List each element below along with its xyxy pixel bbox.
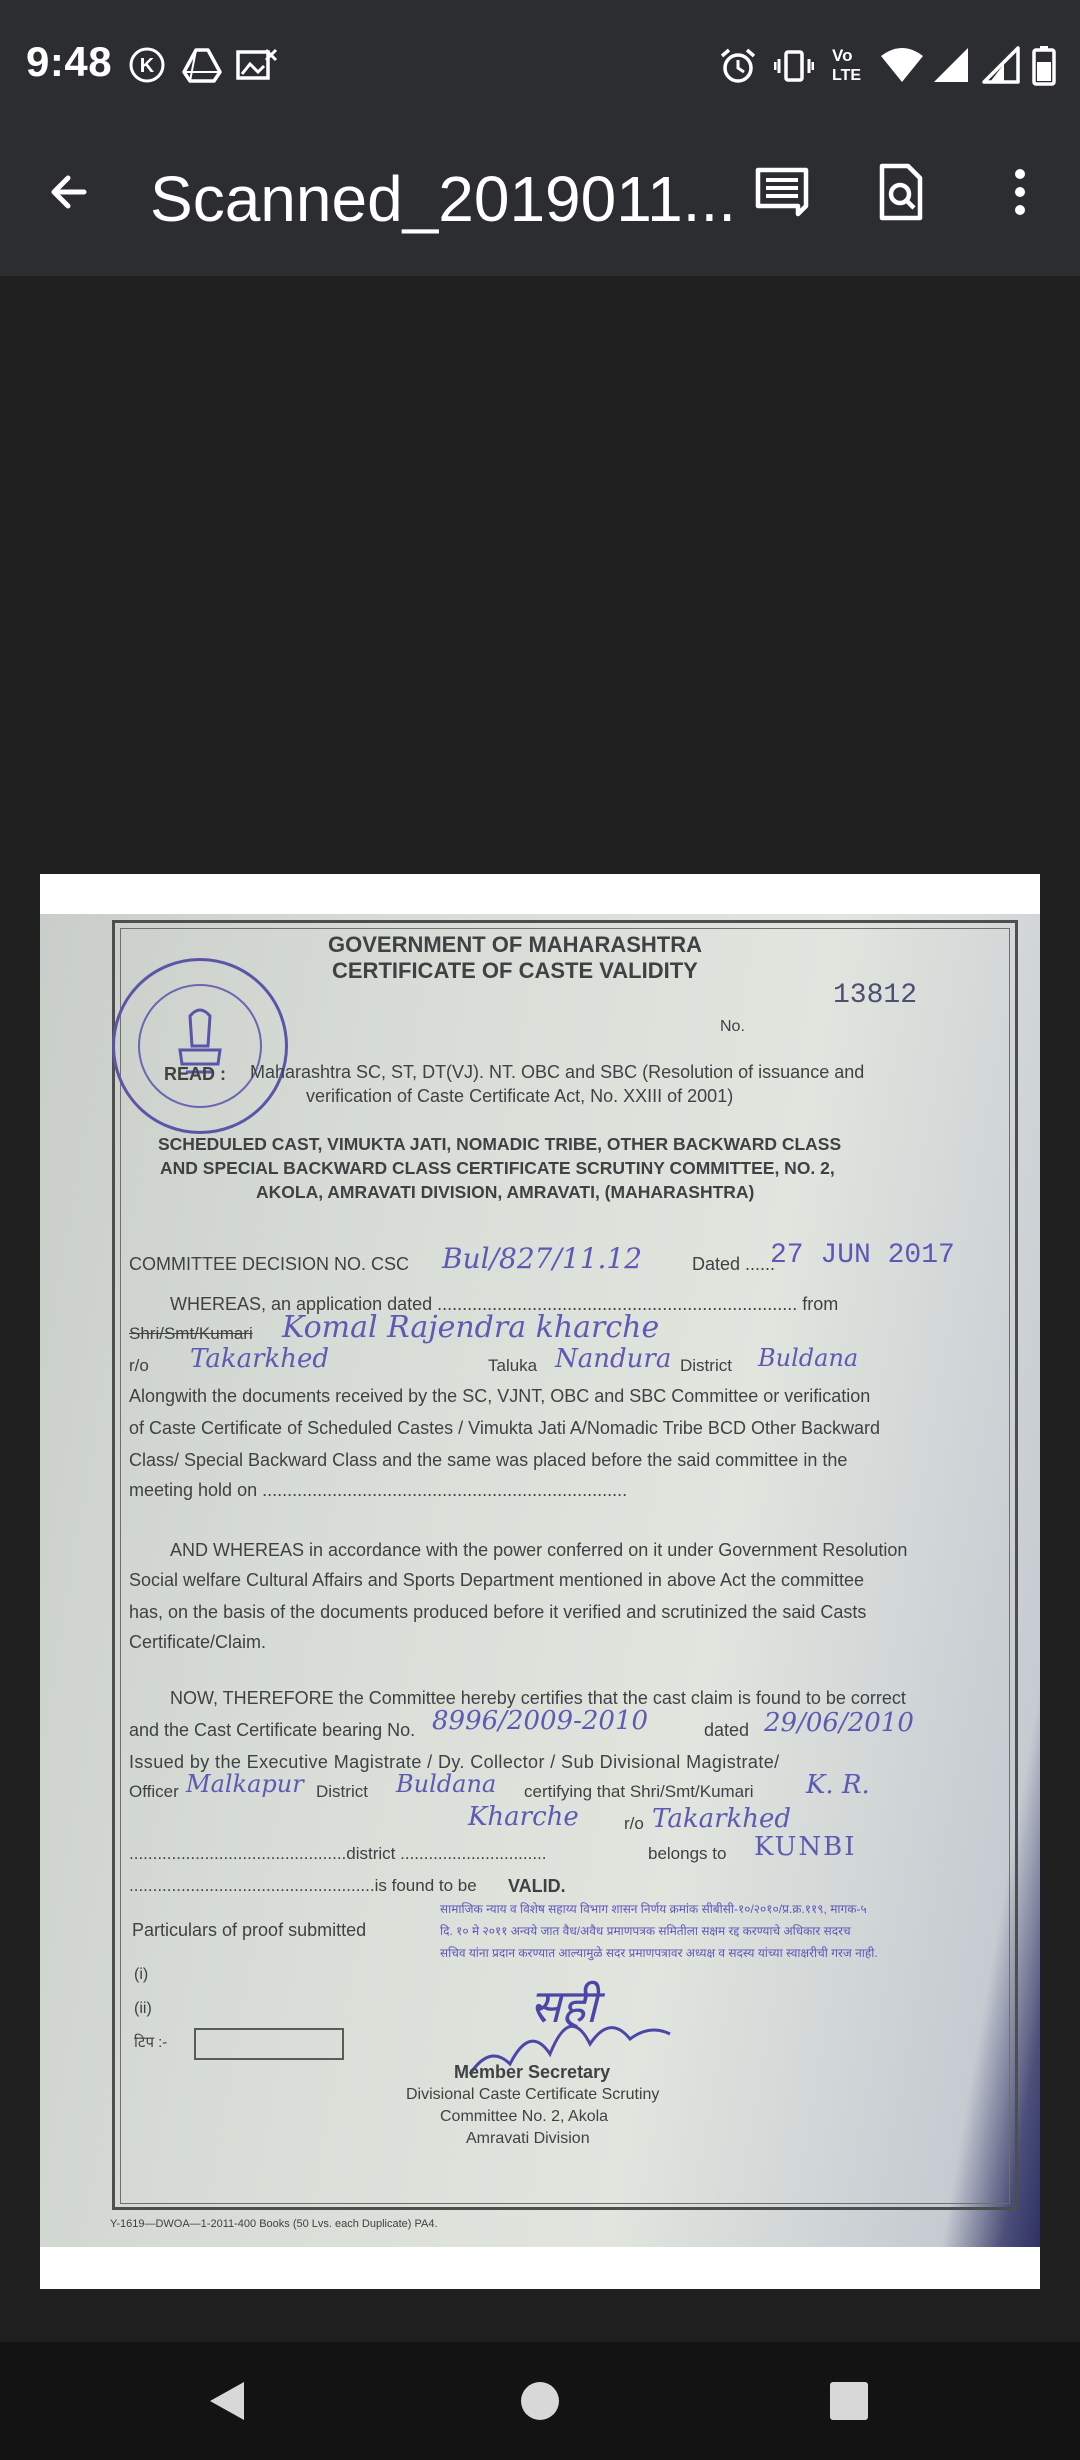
- alarm-icon: [718, 46, 758, 91]
- committee-line-1: SCHEDULED CAST, VIMUKTA JATI, NOMADIC TRIBE, OTHER BACKWARD CLASS: [158, 1134, 842, 1154]
- battery-icon: [1032, 46, 1056, 91]
- district-value: Buldana: [758, 1344, 859, 1372]
- para2-line-3: has, on the basis of the documents produced before it verified and scrutinized the said Casts: [129, 1602, 867, 1622]
- more-vert-icon[interactable]: [990, 162, 1050, 222]
- para3-line-2b: dated: [704, 1720, 750, 1740]
- tip-label: टिप :-: [134, 2034, 168, 2051]
- stamp-line-3: सचिव यांना प्रदान करण्यात आल्यामुळे सदर प्रमाणपत्रावर अध्यक्ष व सदस्य यांच्या स्वाक्षरीची गरज नाही.: [440, 1946, 878, 1960]
- nav-back-icon[interactable]: [204, 2378, 250, 2429]
- document-viewer[interactable]: [0, 276, 1080, 2342]
- district-label-2: District: [316, 1782, 368, 1801]
- district-line-3: ..............................................district ...............................: [129, 1844, 547, 1863]
- ro-value: Takarkhed: [190, 1344, 330, 1374]
- officer-label: Officer: [129, 1782, 179, 1801]
- signal-icon: [932, 46, 970, 89]
- district-label: District: [680, 1356, 732, 1375]
- holder-initials: K. R.: [806, 1770, 870, 1800]
- volte-vo: Vo: [832, 46, 853, 65]
- dated-value: 27 JUN 2017: [770, 1240, 955, 1271]
- wifi-icon: [880, 46, 924, 89]
- status-time: 9:48: [26, 38, 113, 85]
- valid-word: VALID.: [508, 1876, 566, 1896]
- certifying-label: certifying that Shri/Smt/Kumari: [524, 1782, 754, 1801]
- find-in-page-icon[interactable]: [870, 162, 930, 222]
- belongs-label: belongs to: [648, 1844, 727, 1863]
- secretary-line-4: Amravati Division: [466, 2130, 590, 2147]
- drive-icon: [182, 46, 222, 89]
- para1-line-2: of Caste Certificate of Scheduled Castes / Vimukta Jati A/Nomadic Tribe BCD Other Backward: [129, 1418, 880, 1438]
- para2-line-1: AND WHEREAS in accordance with the power conferred on it under Government Resolution: [170, 1540, 908, 1560]
- decision-label: COMMITTEE DECISION NO. CSC: [129, 1254, 410, 1274]
- svg-text:K: K: [139, 55, 155, 77]
- shri-label: Shri/Smt/Kumari: [129, 1324, 253, 1343]
- para3-line-3: Issued by the Executive Magistrate / Dy. Collector / Sub Divisional Magistrate/: [129, 1752, 780, 1772]
- comment-icon[interactable]: [752, 162, 812, 222]
- volte-icon: [830, 44, 870, 89]
- document-title: Scanned_2019011...: [150, 163, 736, 235]
- decision-number: Bul/827/11.12: [442, 1242, 643, 1275]
- para1-line-1: Alongwith the documents received by the SC, VJNT, OBC and SBC Committee or verification: [129, 1386, 871, 1406]
- applicant-name: Komal Rajendra kharche: [282, 1310, 660, 1345]
- stamp-line-2: दि. १० मे २०११ अन्वये जात वैध/अवैध प्रमाणपत्रक समितीला सक्षम रद्द करण्याचे अधिकार सदरच: [440, 1924, 851, 1938]
- valid-line: ....................................................is found to be: [129, 1876, 477, 1895]
- navigation-bar: [0, 2342, 1080, 2460]
- read-text-line-1: Maharashtra SC, ST, DT(VJ). NT. OBC and SBC (Resolution of issuance and: [250, 1062, 865, 1082]
- vibrate-icon: [774, 46, 814, 91]
- ro-label: r/o: [129, 1356, 149, 1375]
- whereas-line: WHEREAS, an application dated ........................................................................ from: [170, 1294, 839, 1314]
- tip-box: [194, 2028, 344, 2060]
- stamp-line-1: सामाजिक न्याय व विशेष सहाय्य विभाग शासन निर्णय क्रमांक सीबीसी-१०/२०१०/प्र.क्र.११९, मागक-५: [440, 1902, 867, 1916]
- para3-line-2a: and the Cast Certificate bearing No.: [129, 1720, 416, 1740]
- read-label: READ :: [164, 1064, 226, 1084]
- para2-line-2: Social welfare Cultural Affairs and Sports Department mentioned in above Act the committee: [129, 1570, 865, 1590]
- caste-value: KUNBI: [754, 1832, 857, 1862]
- para1-line-4: meeting hold on .........................................................................: [129, 1480, 628, 1500]
- seal-emblem: [138, 984, 262, 1108]
- para2-line-4: Certificate/Claim.: [129, 1632, 267, 1652]
- footer-print: Y-1619—DWOA—1-2011-400 Books (50 Lvs. each Duplicate) PA4.: [110, 2218, 438, 2230]
- para3-line-1: NOW, THEREFORE the Committee hereby certifies that the cast claim is found to be correct: [170, 1688, 906, 1708]
- certificate-number: 13812: [833, 980, 918, 1011]
- back-arrow-icon[interactable]: [40, 162, 100, 222]
- number-label: No.: [720, 1018, 745, 1035]
- item-i: (i): [134, 1966, 149, 1983]
- ro-label-2: r/o: [624, 1814, 644, 1833]
- heading-government: GOVERNMENT OF MAHARASHTRA: [328, 932, 702, 957]
- svg-text:LTE: LTE: [832, 67, 862, 84]
- nav-recents-icon[interactable]: [826, 2378, 872, 2429]
- photo-icon: [236, 46, 278, 89]
- secretary-line-2: Divisional Caste Certificate Scrutiny: [406, 2086, 660, 2103]
- member-secretary: Member Secretary: [454, 2062, 611, 2082]
- document-page[interactable]: [40, 874, 1040, 2289]
- taluka-label: Taluka: [488, 1356, 538, 1375]
- particulars-label: Particulars of proof submitted: [132, 1920, 367, 1940]
- para1-line-3: Class/ Special Backward Class and the same was placed before the said committee in the: [129, 1450, 848, 1470]
- item-ii: (ii): [134, 2000, 152, 2017]
- nav-home-icon[interactable]: [517, 2378, 563, 2429]
- committee-line-3: AKOLA, AMRAVATI DIVISION, AMRAVATI, (MAHARASHTRA): [256, 1182, 755, 1202]
- app-toolbar: [0, 100, 1080, 276]
- holder-surname: Kharche: [468, 1802, 579, 1832]
- signature: सही: [530, 1979, 598, 2033]
- committee-line-2: AND SPECIAL BACKWARD CLASS CERTIFICATE SCRUTINY COMMITTEE, NO. 2,: [160, 1158, 835, 1178]
- read-text-line-2: verification of Caste Certificate Act, No. XXIII of 2001): [306, 1086, 734, 1106]
- heading-certificate: CERTIFICATE OF CASTE VALIDITY: [332, 958, 698, 983]
- scanned-certificate: [40, 914, 1040, 2247]
- dated-label: Dated ......: [692, 1254, 776, 1274]
- taluka-value: Nandura: [555, 1344, 672, 1374]
- certificate-bearing-number: 8996/2009-2010: [432, 1706, 649, 1736]
- signal-icon-2: [982, 46, 1020, 89]
- certificate-bearing-date: 29/06/2010: [764, 1708, 914, 1738]
- officer-value: Malkapur: [186, 1770, 304, 1798]
- ro-value-2: Takarkhed: [652, 1804, 792, 1834]
- k-icon: [128, 46, 166, 89]
- secretary-line-3: Committee No. 2, Akola: [440, 2108, 609, 2125]
- district-value-2: Buldana: [396, 1770, 497, 1798]
